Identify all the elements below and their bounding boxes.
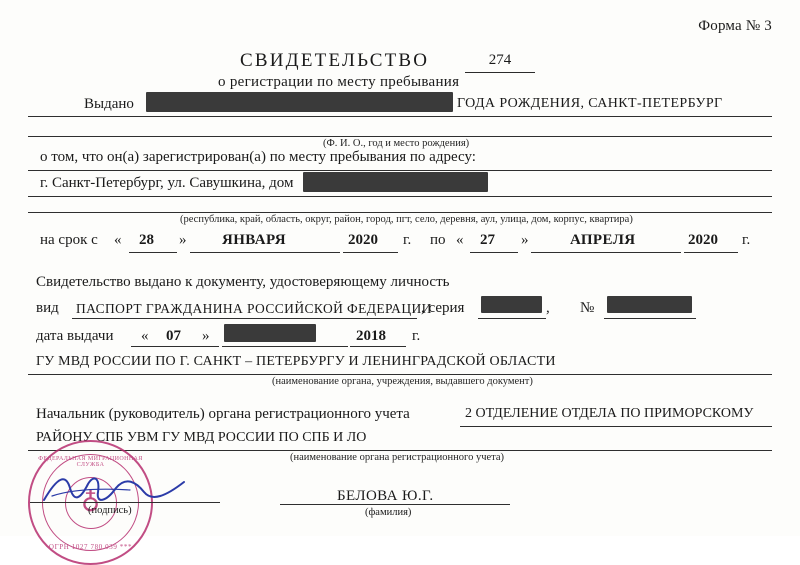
redaction-number bbox=[607, 296, 692, 313]
rule-address-1 bbox=[28, 196, 772, 197]
period-g1: г. bbox=[403, 232, 412, 248]
rule-date-month bbox=[222, 346, 348, 347]
page-title: СВИДЕТЕЛЬСТВО bbox=[240, 50, 430, 71]
chief-org-line1: 2 ОТДЕЛЕНИЕ ОТДЕЛА ПО ПРИМОРСКОМУ bbox=[465, 406, 754, 421]
chief-org-hint: (наименование органа регистрационного учета) bbox=[290, 452, 505, 463]
identity-intro: Свидетельство выдано к документу, удостоверяющему личность bbox=[36, 274, 450, 290]
surname-hint: (фамилия) bbox=[365, 507, 412, 518]
rule-from-month bbox=[190, 252, 340, 253]
period-from-month: ЯНВАРЯ bbox=[222, 232, 287, 248]
identity-series-label: , серия bbox=[421, 300, 465, 316]
rule-to-year bbox=[684, 252, 738, 253]
form-number: Форма № 3 bbox=[698, 18, 772, 34]
identity-number-label: № bbox=[580, 300, 595, 316]
period-quote-close-from: » bbox=[179, 232, 187, 248]
rule-from-year bbox=[343, 252, 398, 253]
period-to-day: 27 bbox=[480, 232, 495, 248]
identity-date-g: г. bbox=[412, 328, 421, 344]
rule-address-2 bbox=[28, 212, 772, 213]
stamp-top-text: ФЕДЕРАЛЬНАЯ МИГРАЦИОННАЯ СЛУЖБА bbox=[38, 456, 143, 468]
rule-from-day bbox=[129, 252, 177, 253]
identity-date-label: дата выдачи bbox=[36, 328, 114, 344]
period-prefix: на срок с bbox=[40, 232, 98, 248]
rule-date-day bbox=[131, 346, 219, 347]
identity-type-label: вид bbox=[36, 300, 59, 316]
eagle-emblem-icon: ♁ bbox=[80, 487, 101, 517]
period-quote-close-to: » bbox=[521, 232, 529, 248]
identity-date-quote-open: « bbox=[141, 328, 149, 344]
chief-org-line2: РАЙОНУ СПБ УВМ ГУ МВД РОССИИ ПО СПБ И ЛО bbox=[36, 430, 367, 445]
identity-comma: , bbox=[546, 300, 550, 316]
chief-label: Начальник (руководитель) органа регистрационного учета bbox=[36, 406, 410, 422]
rule-to-day bbox=[470, 252, 518, 253]
rule-chief-org-2 bbox=[28, 450, 772, 451]
document-number: 274 bbox=[488, 52, 512, 68]
address-value: г. Санкт-Петербург, ул. Савушкина, дом bbox=[40, 175, 294, 191]
rule-identity-type bbox=[72, 318, 417, 319]
period-po: по bbox=[430, 232, 446, 248]
issued-to-suffix: ГОДА РОЖДЕНИЯ, САНКТ-ПЕТЕРБУРГ bbox=[457, 96, 723, 111]
identity-authority: ГУ МВД РОССИИ ПО Г. САНКТ – ПЕТЕРБУРГУ И ЛЕНИНГРАДСКОЙ ОБЛАСТИ bbox=[36, 354, 556, 369]
period-quote-open-from: « bbox=[114, 232, 122, 248]
redaction-series bbox=[481, 296, 542, 313]
rule-chief-org-1 bbox=[460, 426, 772, 427]
period-from-day: 28 bbox=[139, 232, 154, 248]
rule-authority bbox=[28, 374, 772, 375]
document-number-rule bbox=[465, 72, 535, 73]
stamp-bottom-text: ОГРН 1027 780 039 *** bbox=[48, 543, 133, 551]
signature-hint: (подпись) bbox=[88, 505, 132, 516]
rule-surname bbox=[280, 504, 510, 505]
fio-hint: (Ф. И. О., год и место рождения) bbox=[323, 138, 470, 149]
identity-date-year: 2018 bbox=[356, 328, 386, 344]
rule-to-month bbox=[531, 252, 681, 253]
period-from-year: 2020 bbox=[348, 232, 378, 248]
identity-date-quote-close: » bbox=[202, 328, 210, 344]
chief-surname: БЕЛОВА Ю.Г. bbox=[337, 488, 434, 504]
period-to-month: АПРЕЛЯ bbox=[570, 232, 636, 248]
rule-fio bbox=[28, 136, 772, 137]
identity-type-value: ПАСПОРТ ГРАЖДАНИНА РОССИЙСКОЙ ФЕДЕРАЦИИ bbox=[76, 301, 432, 316]
period-g2: г. bbox=[742, 232, 751, 248]
rule-registered bbox=[28, 170, 772, 171]
address-hint: (республика, край, область, округ, район, город, пгт, село, деревня, аул, улица, дом, корпус, квартира) bbox=[180, 214, 633, 225]
registered-line: о том, что он(а) зарегистрирован(а) по месту пребывания по адресу: bbox=[40, 149, 476, 165]
redaction-date-month bbox=[224, 324, 316, 342]
page-subtitle: о регистрации по месту пребывания bbox=[218, 74, 460, 90]
rule-issued-to bbox=[28, 116, 772, 117]
rule-signature bbox=[30, 502, 220, 503]
rule-identity-number bbox=[604, 318, 696, 319]
signature-icon bbox=[40, 470, 190, 510]
period-to-year: 2020 bbox=[688, 232, 718, 248]
rule-identity-series bbox=[478, 318, 546, 319]
identity-authority-hint: (наименование органа, учреждения, выдавшего документ) bbox=[272, 376, 533, 387]
rule-date-year bbox=[350, 346, 406, 347]
redaction-name bbox=[146, 92, 453, 112]
issued-to-label: Выдано bbox=[84, 96, 134, 112]
identity-date-day: 07 bbox=[166, 328, 181, 344]
period-quote-open-to: « bbox=[456, 232, 464, 248]
redaction-address bbox=[303, 172, 488, 192]
